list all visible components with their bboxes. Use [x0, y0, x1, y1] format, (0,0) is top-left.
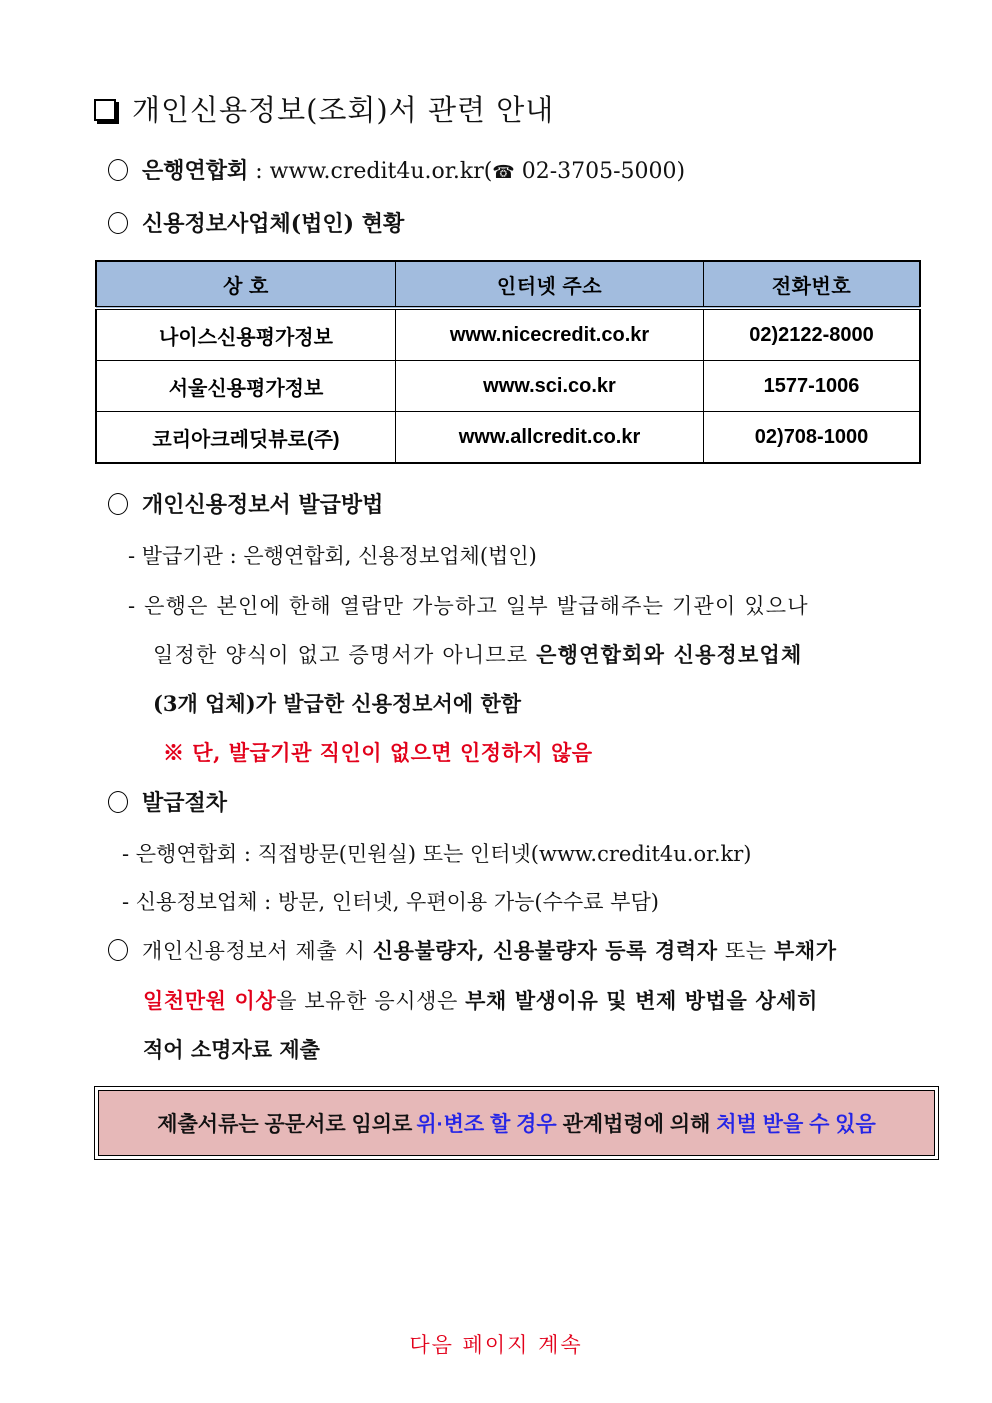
issue-method-note: ※ 단, 발급기관 직인이 없으면 인정하지 않음: [163, 740, 593, 765]
page-title: [94, 88, 554, 129]
warning-notice-content: [98, 1090, 935, 1156]
table-header-row: [96, 261, 920, 308]
bold-text: 은행연합회와 신용정보업체: [536, 642, 803, 667]
phone-icon: ☎: [492, 162, 515, 183]
notice-text: 제출서류는 공문서로 임의로: [157, 1113, 413, 1136]
plain-text: 또는: [717, 939, 774, 963]
company-phone: 1577-1006: [704, 361, 921, 412]
table-row: [96, 361, 920, 412]
column-header-url: 인터넷 주소: [396, 261, 704, 308]
issue-method-heading: [108, 488, 383, 519]
bank-association-line: [108, 154, 685, 185]
company-name: 나이스신용평가정보: [96, 308, 396, 361]
company-name: 서울신용평가정보: [96, 361, 396, 412]
issue-method-item-2-line-1: - 은행은 본인에 한해 열람만 가능하고 일부 발급해주는 기관이 있으나: [128, 594, 809, 618]
warning-notice-box: [94, 1086, 939, 1160]
bold-text: 부채가: [773, 938, 837, 963]
circle-bullet-icon: [108, 159, 128, 181]
company-phone: 02)708-1000: [704, 412, 921, 464]
issue-method-heading-text: 개인신용정보서 발급방법: [142, 492, 384, 518]
company-url[interactable]: www.nicecredit.co.kr: [396, 308, 704, 361]
issue-method-item-2-line-2: [153, 639, 803, 669]
notice-highlight: 처벌 받을 수 있음: [716, 1113, 876, 1136]
company-phone: 02)2122-8000: [704, 308, 921, 361]
issue-method-item-2-line-3: (3개 업체)가 발급한 신용정보서에 한함: [153, 691, 522, 716]
corp-status-heading-text: 신용정보사업체(법인) 현황: [142, 211, 405, 237]
separator: :: [248, 159, 270, 184]
bank-association-url[interactable]: www.credit4u.or.kr(: [269, 159, 493, 184]
notice-highlight: 위·변조 할 경우: [416, 1113, 557, 1136]
circle-bullet-icon: [108, 493, 128, 515]
submission-line-1: [108, 935, 837, 965]
column-header-phone: 전화번호: [704, 261, 921, 308]
square-bullet-icon: [94, 99, 116, 121]
procedure-heading-text: 발급절차: [142, 790, 228, 816]
bold-text: 부채 발생이유 및 변제 방법을 상세히: [465, 988, 818, 1013]
table-row: [96, 412, 920, 464]
company-url[interactable]: www.sci.co.kr: [396, 361, 704, 412]
title-text: 개인신용정보(조회)서 관련 안내: [132, 93, 555, 127]
corp-status-heading: [108, 207, 404, 238]
plain-text: 을 보유한 응시생은: [276, 989, 466, 1013]
plain-text: 일정한 양식이 없고 증명서가 아니므로: [153, 643, 537, 667]
continued-next-page: 다음 페이지 계속: [409, 1333, 583, 1357]
credit-agency-table: [95, 260, 921, 464]
circle-bullet-icon: [108, 791, 128, 813]
column-header-name: 상 호: [96, 261, 396, 308]
procedure-heading: [108, 786, 227, 817]
circle-bullet-icon: [108, 939, 128, 961]
submission-line-3: 적어 소명자료 제출: [143, 1037, 320, 1062]
submission-line-2: [143, 985, 818, 1015]
red-bold-text: 일천만원 이상: [143, 988, 277, 1013]
procedure-item-2: - 신용정보업체 : 방문, 인터넷, 우편이용 가능(수수료 부담): [122, 890, 659, 914]
procedure-item-1: - 은행연합회 : 직접방문(민원실) 또는 인터넷(www.credit4u.or.kr): [122, 842, 752, 866]
bold-text: 신용불량자, 신용불량자 등록 경력자: [372, 938, 718, 963]
issue-method-item-1: - 발급기관 : 은행연합회, 신용정보업체(법인): [128, 544, 537, 568]
bank-association-label: 은행연합회: [142, 158, 249, 184]
company-url[interactable]: www.allcredit.co.kr: [396, 412, 704, 464]
plain-text: 개인신용정보서 제출 시: [142, 939, 373, 963]
circle-bullet-icon: [108, 212, 128, 234]
bank-association-phone: 02-3705-5000): [514, 159, 686, 184]
table-row: [96, 308, 920, 361]
company-name: 코리아크레딧뷰로(주): [96, 412, 396, 464]
notice-text: 관계법령에 의해: [556, 1113, 717, 1136]
